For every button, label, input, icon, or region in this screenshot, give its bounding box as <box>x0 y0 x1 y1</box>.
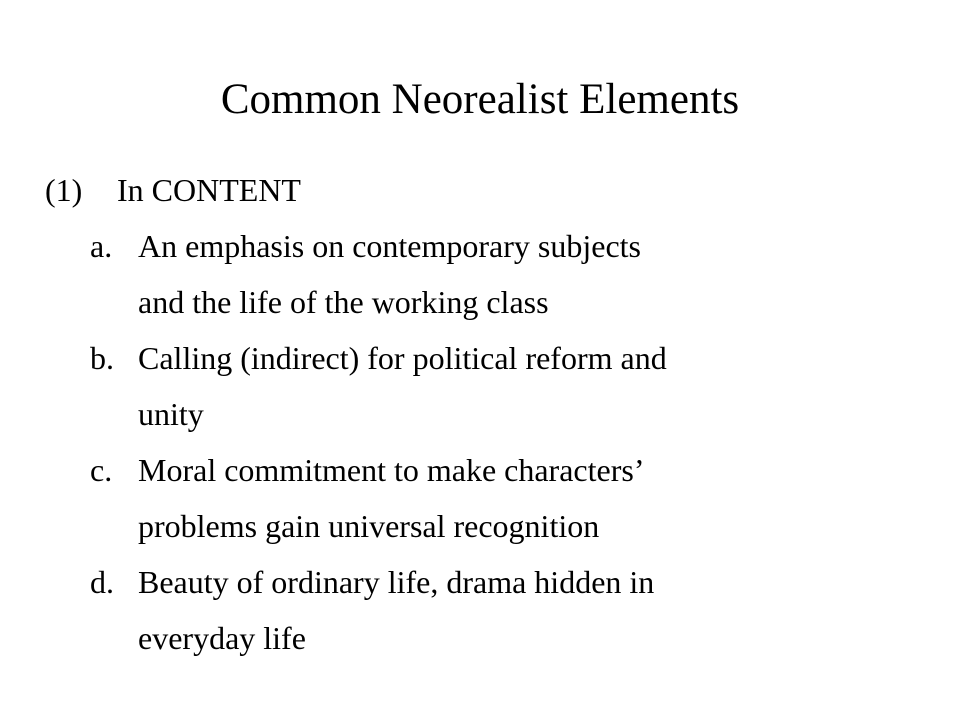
list-item-a <box>0 218 960 330</box>
list-item-text: unity <box>138 396 204 432</box>
section-heading <box>0 162 960 218</box>
list-item-text: An emphasis on contemporary subjects <box>138 228 641 264</box>
list-item-b <box>0 330 960 442</box>
list-item-letter: a. <box>90 228 113 264</box>
list-item-line <box>0 498 960 554</box>
list-item-text: Beauty of ordinary life, drama hidden in <box>138 564 655 600</box>
list-item-line <box>0 554 960 610</box>
list-item-text: everyday life <box>138 620 306 656</box>
list-item-letter: b. <box>90 340 114 376</box>
list-item-text: and the life of the working class <box>138 284 549 320</box>
list-item-text: problems gain universal recognition <box>138 508 600 544</box>
list-item-text: Moral commitment to make characters’ <box>138 452 645 488</box>
list-item-line <box>0 610 960 666</box>
list-item-c <box>0 442 960 554</box>
list-item-line <box>0 218 960 274</box>
list-item-line <box>0 386 960 442</box>
list-item-text: Calling (indirect) for political reform and <box>138 340 667 376</box>
list-item-letter: c. <box>90 452 113 488</box>
section-label: In CONTENT <box>117 172 301 208</box>
list-item-line <box>0 274 960 330</box>
slide-body <box>0 162 960 666</box>
list-item-letter: d. <box>90 564 114 600</box>
list-item-line <box>0 442 960 498</box>
slide-title: Common Neorealist Elements <box>220 76 740 123</box>
section-number: (1) <box>45 172 83 208</box>
list-item-line <box>0 330 960 386</box>
list-item-d <box>0 554 960 666</box>
